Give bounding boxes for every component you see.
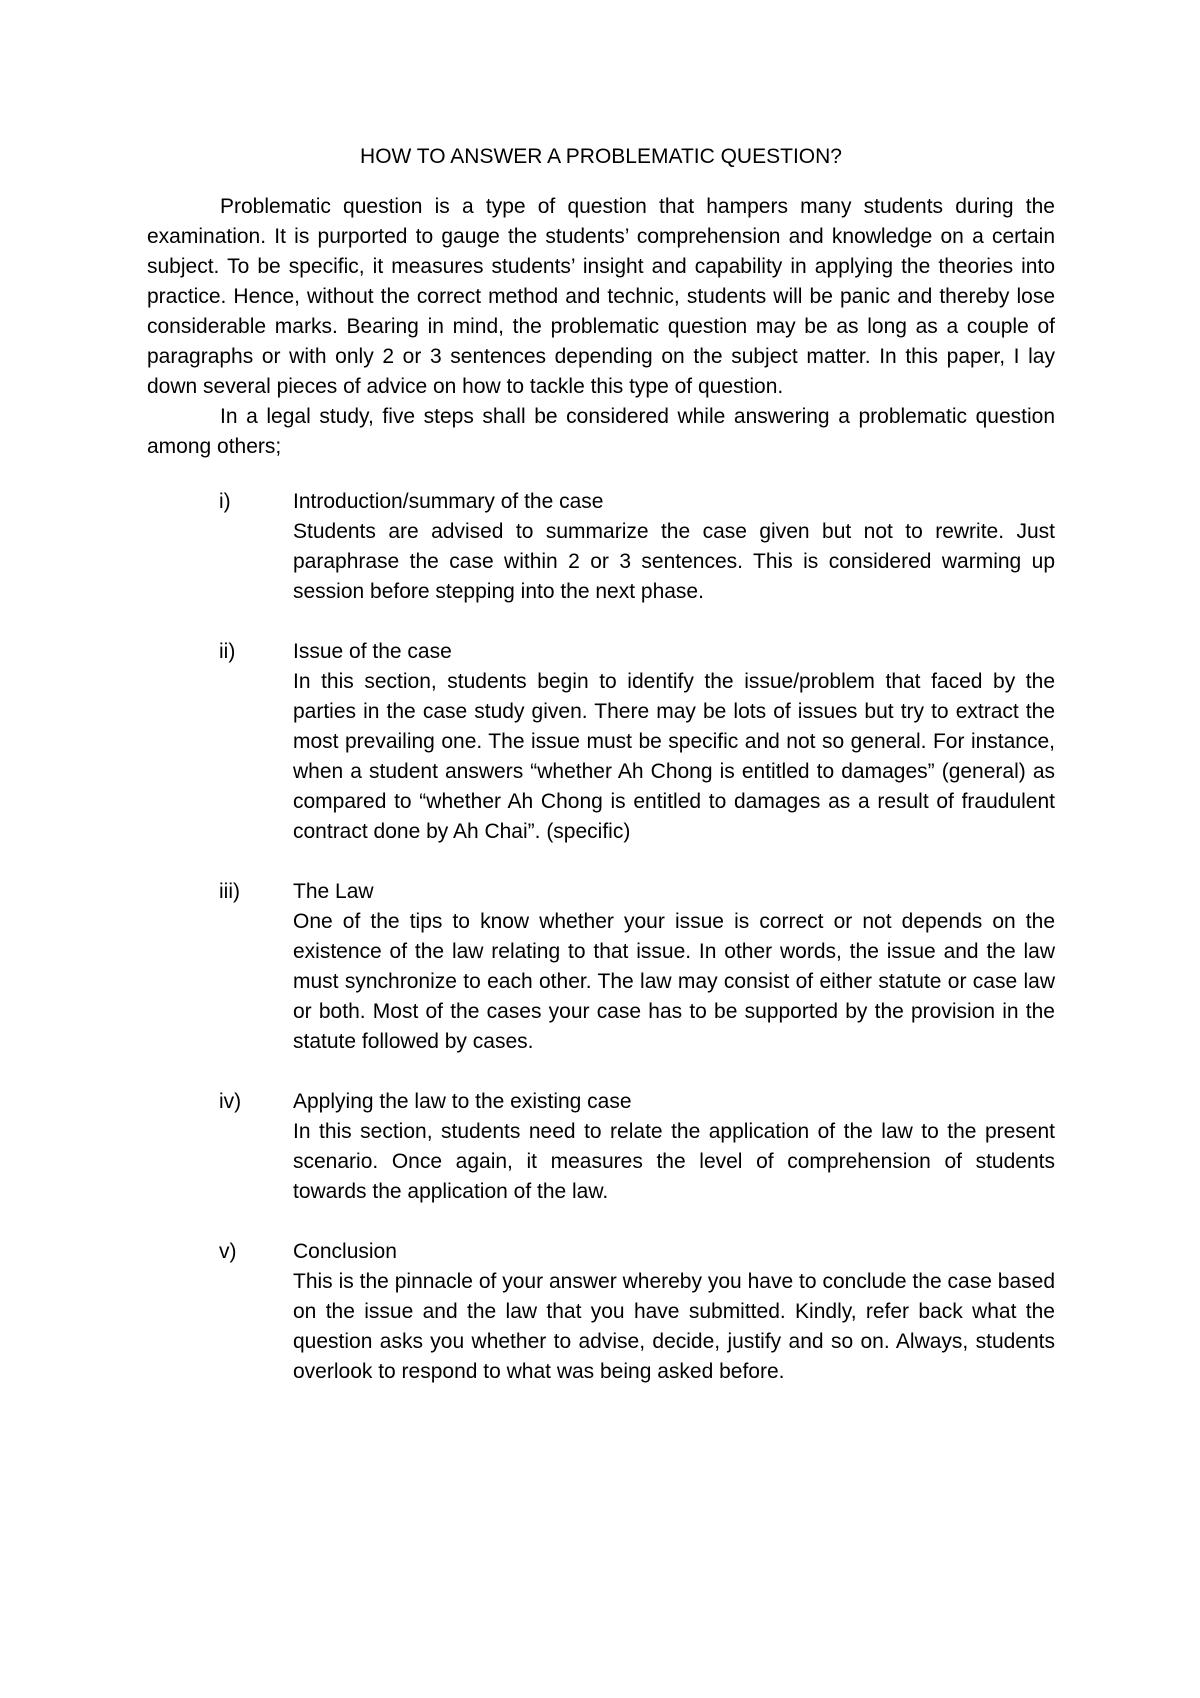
step-heading: Applying the law to the existing case <box>293 1090 632 1113</box>
step-heading: The Law <box>293 880 374 903</box>
step-number: iv) <box>219 1090 242 1113</box>
step-number: i) <box>219 490 231 513</box>
step-body: One of the tips to know whether your issue is correct or not depends on the existence of the law relating to that issue. In other words, the issue and the law must synchronize to each other. The law may consist of either statute or case law or both. Most of the cases your case has to be supported by the provision in the statute followed by cases. <box>293 910 1055 1053</box>
step-body: This is the pinnacle of your answer whereby you have to conclude the case based on the issue and the law that you have submitted. Kindly, refer back what the question asks you whether to advise, decide, justify and so on. Always, students overlook to respond to what was being asked before. <box>293 1270 1055 1383</box>
step-heading: Conclusion <box>293 1240 397 1263</box>
step-item-application <box>147 1087 1055 1207</box>
step-number: ii) <box>219 640 236 663</box>
step-item-introduction <box>147 487 1055 607</box>
step-body: In this section, students need to relate the application of the law to the present scenario. Once again, it measures the level of comprehension of students towards the application of the law. <box>293 1120 1055 1203</box>
step-heading: Issue of the case <box>293 640 452 663</box>
step-body: Students are advised to summarize the case given but not to rewrite. Just paraphrase the case within 2 or 3 sentences. This is considered warming up session before stepping into the next phase. <box>293 520 1055 603</box>
step-item-conclusion <box>147 1237 1055 1387</box>
document-title: HOW TO ANSWER A PROBLEMATIC QUESTION? <box>360 145 842 168</box>
step-body: In this section, students begin to identify the issue/problem that faced by the parties in the case study given. There may be lots of issues but try to extract the most prevailing one. The issue must be specific and not so general. For instance, when a student answers “whether Ah Chong is entitled to damages” (general) as compared to “whether Ah Chong is entitled to damages as a result of fraudulent contract done by Ah Chai”. (specific) <box>293 670 1055 843</box>
step-item-issue <box>147 637 1055 847</box>
steps-intro-paragraph: In a legal study, five steps shall be considered while answering a problematic question among others; <box>147 405 1055 458</box>
intro-paragraph: Problematic question is a type of question that hampers many students during the examination. It is purported to gauge the students’ comprehension and knowledge on a certain subject. To be specific, it measures students’ insight and capability in applying the theories into practice. Hence, without the correct method and technic, students will be panic and thereby lose considerable marks. Bearing in mind, the problematic question may be as long as a couple of paragraphs or with only 2 or 3 sentences depending on the subject matter. In this paper, I lay down several pieces of advice on how to tackle this type of question. <box>147 195 1055 398</box>
step-heading: Introduction/summary of the case <box>293 490 604 513</box>
step-item-law <box>147 877 1055 1057</box>
steps-list <box>147 487 1055 1387</box>
document-content <box>147 142 1055 1417</box>
step-number: iii) <box>219 880 240 903</box>
step-number: v) <box>219 1240 237 1263</box>
